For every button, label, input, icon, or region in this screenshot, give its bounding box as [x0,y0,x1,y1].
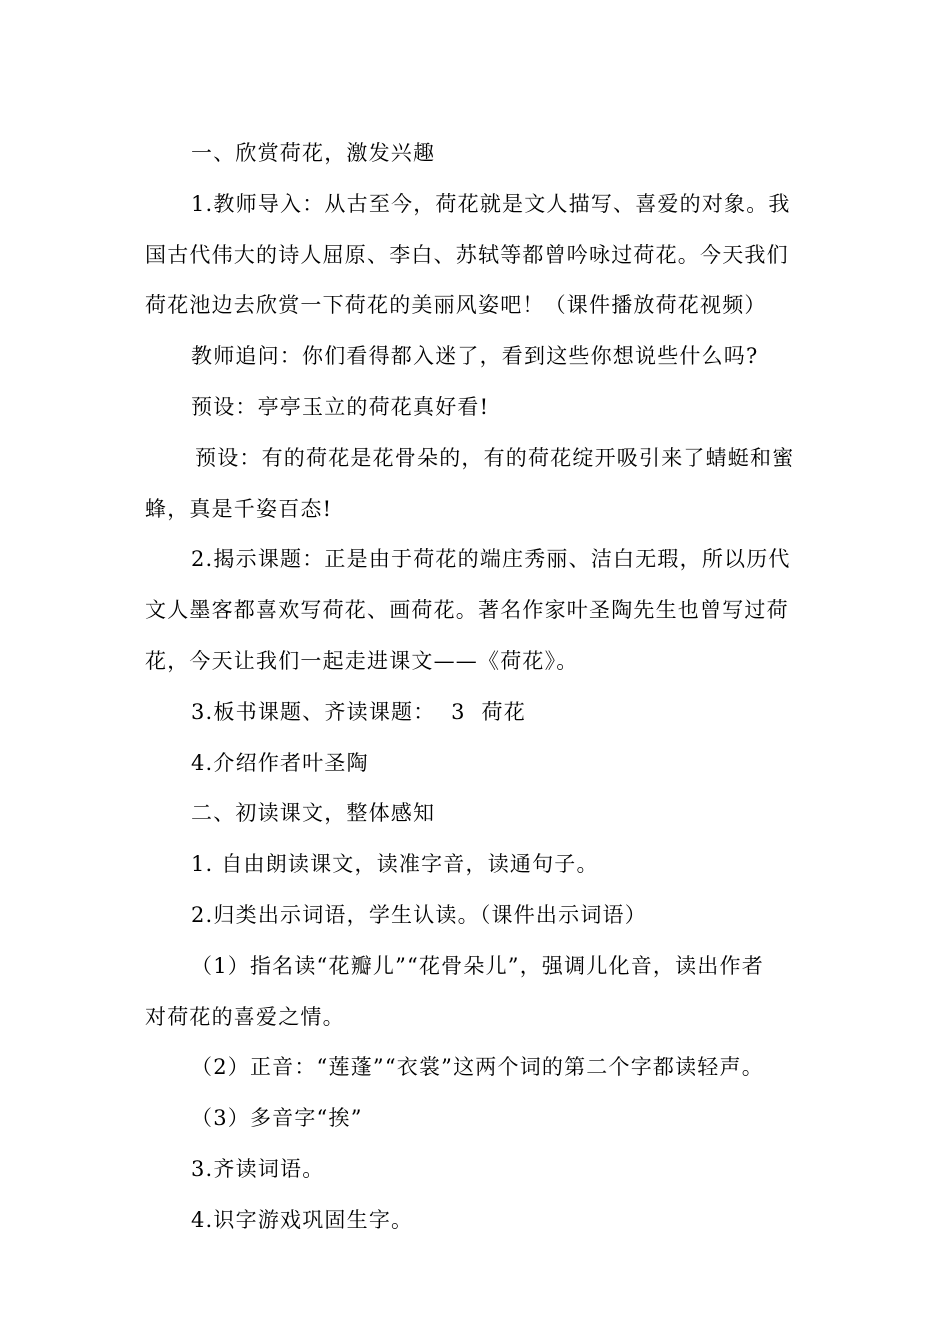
paragraph-line: 3.齐读词语。 [191,1156,325,1181]
paragraph-line: 国古代伟大的诗人屈原、李白、苏轼等都曾吟咏过荷花。今天我们 [145,242,789,267]
paragraph-line: 2.归类出示词语，学生认读。（课件出示词语） [191,902,647,927]
paragraph-line: （1）指名读“花瓣儿”“花骨朵儿”，强调儿化音，读出作者 [191,953,764,978]
paragraph-line: 1.教师导入：从古至今，荷花就是文人描写、喜爱的对象。我 [191,191,791,216]
paragraph-line: 3.板书课题、齐读课题： 3 荷花 [191,699,526,724]
paragraph-line: （2）正音：“莲蓬”“衣裳”这两个词的第二个字都读轻声。 [191,1055,764,1080]
paragraph-line: 荷花池边去欣赏一下荷花的美丽风姿吧！（课件播放荷花视频） [145,293,767,318]
paragraph-line: 4.介绍作者叶圣陶 [191,750,369,775]
paragraph-line: （3）多音字“挨” [191,1106,363,1131]
paragraph-line: 1. 自由朗读课文，读准字音，读通句子。 [191,852,599,877]
paragraph-line: 对荷花的喜爱之情。 [145,1004,345,1029]
paragraph-line: 预设：亭亭玉立的荷花真好看! [191,394,490,419]
paragraph-line: 4.识字游戏巩固生字。 [191,1207,414,1232]
section-heading: 一、欣赏荷花，激发兴趣 [191,141,436,165]
paragraph-line: 教师追问：你们看得都入迷了，看到这些你想说些什么吗? [191,344,759,369]
section-heading: 二、初读课文，整体感知 [191,801,436,826]
paragraph-line: 蜂，真是千姿百态! [145,496,333,521]
paragraph-line: 2.揭示课题：正是由于荷花的端庄秀丽、洁白无瑕，所以历代 [191,547,791,572]
document-body [145,128,807,1246]
paragraph-line: 花，今天让我们一起走进课文——《荷花》。 [145,648,579,673]
paragraph-line: 文人墨客都喜欢写荷花、画荷花。著名作家叶圣陶先生也曾写过荷 [145,598,789,623]
paragraph-line: 预设：有的荷花是花骨朵的，有的荷花绽开吸引来了蜻蜓和蜜 [195,445,795,470]
